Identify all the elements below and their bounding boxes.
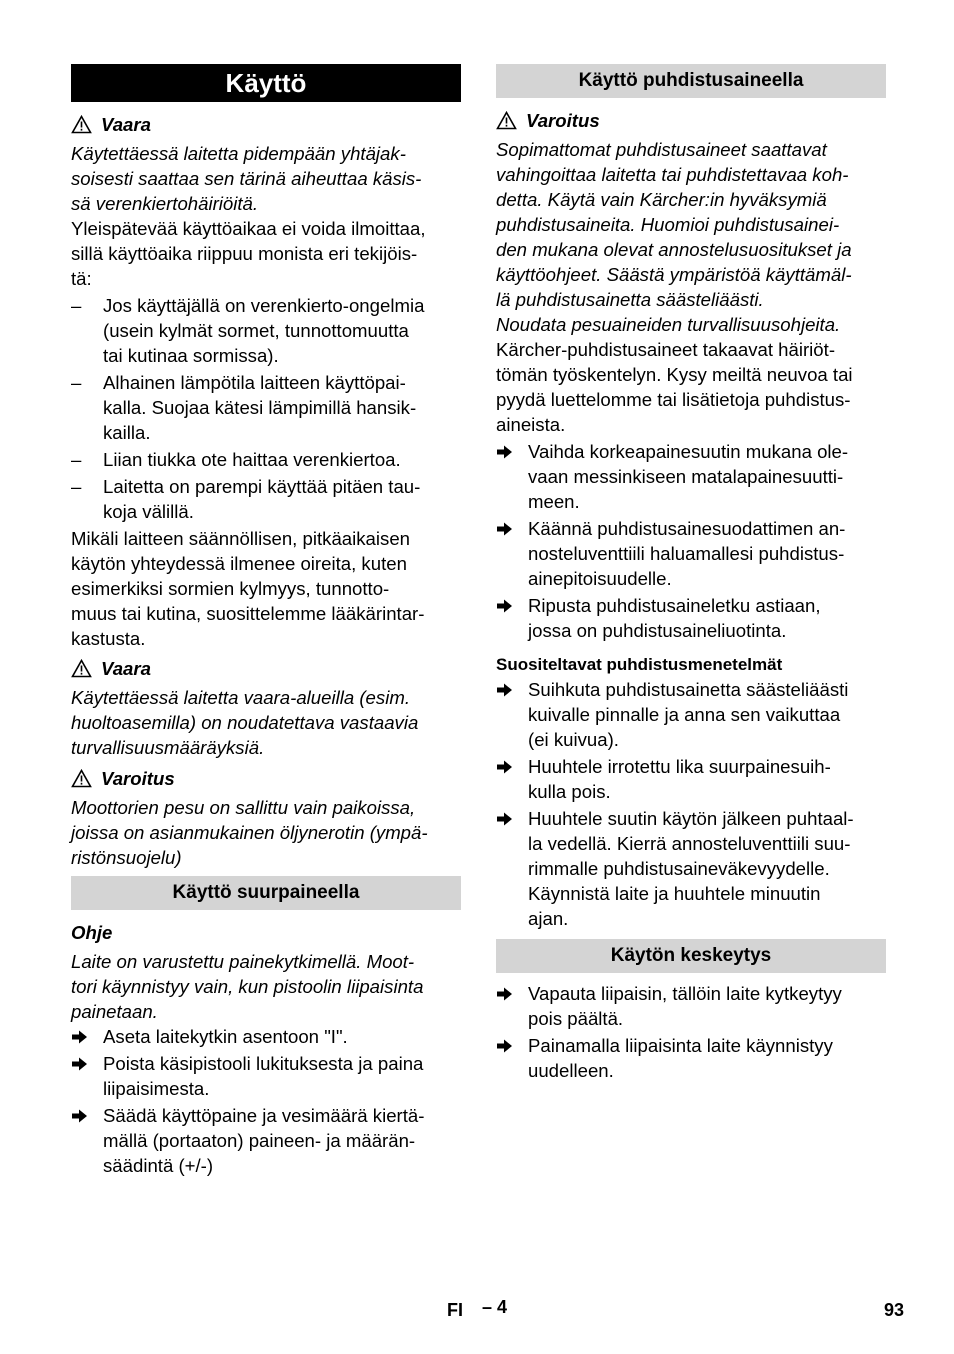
- text-line: tai kutinaa sormissa).: [103, 345, 279, 366]
- text-line: esimerkiksi sormien kylmyys, tunnotto-: [71, 578, 390, 599]
- text-line: la vedellä. Kierrä annosteluventtiili suu-: [528, 833, 851, 854]
- section-title-high-pressure: Käyttö suurpaineella: [71, 876, 461, 910]
- text-line: aineista.: [496, 414, 566, 435]
- subheading-recommended-methods: Suositeltavat puhdistusmenetelmät: [496, 655, 783, 674]
- dash-list-item: [71, 370, 461, 445]
- text-line: Käytettäessä laitetta vaara-alueilla (esim.: [71, 687, 410, 708]
- footer-page-number: 93: [884, 1300, 905, 1320]
- arrow-right-icon: [71, 1103, 103, 1178]
- text-line: Laite on varustettu painekytkimellä. Moot-: [71, 951, 415, 972]
- text-line: kulla pois.: [528, 781, 611, 802]
- text-line: lä puhdistusainetta säästeliäästi.: [496, 289, 764, 310]
- section-title-detergent: Käyttö puhdistusaineella: [496, 64, 886, 98]
- caution-text-1: [71, 795, 461, 870]
- caution-notice-2: [496, 108, 886, 133]
- caution-text-2: [496, 137, 886, 337]
- caution-label-2: Varoitus: [526, 110, 600, 131]
- text-line: Käännä puhdistusainesuodattimen an-: [528, 518, 846, 539]
- danger-notice-1: [71, 112, 461, 137]
- page-title: Käyttö: [71, 64, 461, 102]
- text-line: painetaan.: [71, 1001, 158, 1022]
- text-line: Vaihda korkeapainesuutin mukana ole-: [528, 441, 849, 462]
- text-line: Ripusta puhdistusaineletku astiaan,: [528, 595, 821, 616]
- footer-language: FI: [447, 1300, 463, 1320]
- arrow-list-item: [496, 754, 886, 804]
- arrow-list-item: [71, 1051, 461, 1101]
- text-line: kastusta.: [71, 628, 146, 649]
- danger-label-2: Vaara: [101, 658, 151, 679]
- text-line: tori käynnistyy vain, kun pistoolin liipaisinta: [71, 976, 424, 997]
- text-line: Noudata pesuaineiden turvallisuusohjeita.: [496, 314, 841, 335]
- section-title-interruption: Käytön keskeytys: [496, 939, 886, 973]
- text-line: detta. Käytä vain Kärcher:in hyväksymiä: [496, 189, 827, 210]
- warning-triangle-icon: [71, 659, 92, 678]
- text-line: kailla.: [103, 422, 151, 443]
- caution-label-1: Varoitus: [101, 768, 175, 789]
- text-line: käyttöohjeet. Säästä ympäristöä käyttämäl-: [496, 264, 852, 285]
- text-line: kuivalle pinnalle ja anna sen vaikuttaa: [528, 704, 841, 725]
- right-column: [496, 64, 886, 1083]
- text-line: Käynnistä laite ja huuhtele minuutin: [528, 883, 821, 904]
- text-line: sillä käyttöaika riippuu monista eri tekijöis-: [71, 243, 418, 264]
- paragraph-detergents: [496, 337, 886, 437]
- text-line: pois päältä.: [528, 1008, 624, 1029]
- dash-list-item: [71, 474, 461, 524]
- arrow-right-icon: [71, 1051, 103, 1101]
- text-line: vaan messinkiseen matalapainesuutti-: [528, 466, 844, 487]
- text-line: Huuhtele irrotettu lika suurpainesuih-: [528, 756, 831, 777]
- arrow-list-item: [71, 1024, 461, 1049]
- text-line: liipaisimesta.: [103, 1078, 210, 1099]
- danger-text-1: [71, 141, 461, 216]
- text-line: ainepitoisuudelle.: [528, 568, 672, 589]
- arrow-right-icon: [496, 516, 528, 591]
- text-line: Yleispätevää käyttöaikaa ei voida ilmoittaa,: [71, 218, 426, 239]
- text-line: tä:: [71, 268, 92, 289]
- warning-triangle-icon: [496, 111, 517, 130]
- paragraph-general: [71, 216, 461, 291]
- arrow-list-item: [71, 1103, 461, 1178]
- text-line: joissa on asianmukainen öljynerotin (ympä-: [71, 822, 428, 843]
- text-line: käytön yhteydessä ilmenee oireita, kuten: [71, 553, 407, 574]
- text-line: koja välillä.: [103, 501, 194, 522]
- text-line: säädintä (+/-): [103, 1155, 214, 1176]
- paragraph-symptoms: [71, 526, 461, 651]
- text-line: nosteluventtiili haluamallesi puhdistus-: [528, 543, 845, 564]
- text-line: Poista käsipistooli lukituksesta ja paina: [103, 1053, 424, 1074]
- text-line: ristönsuojelu): [71, 847, 182, 868]
- text-line: sä verenkiertohäiriöitä.: [71, 193, 259, 214]
- text-line: jossa on puhdistusaineliuotinta.: [528, 620, 787, 641]
- text-line: Alhainen lämpötila laitteen käyttöpai-: [103, 372, 406, 393]
- arrow-right-icon: [496, 806, 528, 931]
- text-line: Käytettäessä laitetta pidempään yhtäjak-: [71, 143, 406, 164]
- dash-list-item: [71, 447, 461, 472]
- arrow-list-item: [496, 593, 886, 643]
- arrow-right-icon: [496, 677, 528, 752]
- text-line: tömän työskentelyn. Kysy meiltä neuvoa tai: [496, 364, 853, 385]
- text-line: huoltoasemilla) on noudatettava vastaavia: [71, 712, 419, 733]
- text-line: Huuhtele suutin käytön jälkeen puhtaal-: [528, 808, 854, 829]
- danger-label-1: Vaara: [101, 114, 151, 135]
- text-line: Aseta laitekytkin asentoon "I".: [103, 1026, 348, 1047]
- danger-notice-2: [71, 656, 461, 681]
- text-line: kalla. Suojaa kätesi lämpimillä hansik-: [103, 397, 417, 418]
- arrow-right-icon: [71, 1024, 103, 1049]
- text-line: turvallisuusmääräyksiä.: [71, 737, 265, 758]
- arrow-list-item: [496, 677, 886, 752]
- arrow-right-icon: [496, 754, 528, 804]
- left-column: [71, 64, 461, 1178]
- warning-triangle-icon: [71, 115, 92, 134]
- text-line: Sopimattomat puhdistusaineet saattavat: [496, 139, 827, 160]
- note-label: Ohje: [71, 922, 113, 943]
- arrow-right-icon: [496, 981, 528, 1031]
- text-line: meen.: [528, 491, 580, 512]
- dash-bullet: –: [71, 449, 82, 470]
- text-line: (ei kuivua).: [528, 729, 619, 750]
- arrow-right-icon: [496, 439, 528, 514]
- text-line: mällä (portaaton) paineen- ja määrän-: [103, 1130, 416, 1151]
- dash-bullet: –: [71, 295, 82, 316]
- text-line: rimmalle puhdistusaineväkevyydelle.: [528, 858, 830, 879]
- dash-list-item: [71, 293, 461, 368]
- dash-bullet: –: [71, 372, 82, 393]
- note-text: [71, 949, 461, 1024]
- text-line: (usein kylmät sormet, tunnottomuutta: [103, 320, 409, 341]
- text-line: ajan.: [528, 908, 569, 929]
- text-line: Liian tiukka ote haittaa verenkiertoa.: [103, 449, 401, 470]
- arrow-list-item: [496, 806, 886, 931]
- text-line: Mikäli laitteen säännöllisen, pitkäaikaisen: [71, 528, 411, 549]
- text-line: Jos käyttäjällä on verenkierto-ongelmia: [103, 295, 425, 316]
- text-line: Kärcher-puhdistusaineet takaavat häiriöt-: [496, 339, 836, 360]
- text-line: vahingoittaa laitetta tai puhdistettavaa koh-: [496, 164, 849, 185]
- text-line: Vapauta liipaisin, tällöin laite kytkeytyy: [528, 983, 842, 1004]
- arrow-list-item: [496, 516, 886, 591]
- text-line: Säädä käyttöpaine ja vesimäärä kiertä-: [103, 1105, 425, 1126]
- warning-triangle-icon: [71, 769, 92, 788]
- text-line: puhdistusaineita. Huomioi puhdistusainei-: [496, 214, 840, 235]
- caution-notice-1: [71, 766, 461, 791]
- arrow-right-icon: [496, 593, 528, 643]
- danger-text-2: [71, 685, 461, 760]
- footer-section-page: – 4: [482, 1297, 508, 1317]
- text-line: soisesti saattaa sen tärinä aiheuttaa käsis-: [71, 168, 422, 189]
- text-line: muus tai kutina, suosittelemme lääkärintar-: [71, 603, 425, 624]
- arrow-list-item: [496, 439, 886, 514]
- text-line: pyydä luettelomme tai lisätietoja puhdistus-: [496, 389, 851, 410]
- text-line: den mukana olevat annostelusuositukset ja: [496, 239, 852, 260]
- dash-bullet: –: [71, 476, 82, 497]
- text-line: Laitetta on parempi käyttää pitäen tau-: [103, 476, 421, 497]
- text-line: Painamalla liipaisinta laite käynnistyy: [528, 1035, 833, 1056]
- arrow-list-item: [496, 1033, 886, 1083]
- text-line: Suihkuta puhdistusainetta säästeliäästi: [528, 679, 849, 700]
- arrow-list-item: [496, 981, 886, 1031]
- text-line: Moottorien pesu on sallittu vain paikoissa,: [71, 797, 416, 818]
- text-line: uudelleen.: [528, 1060, 614, 1081]
- arrow-right-icon: [496, 1033, 528, 1083]
